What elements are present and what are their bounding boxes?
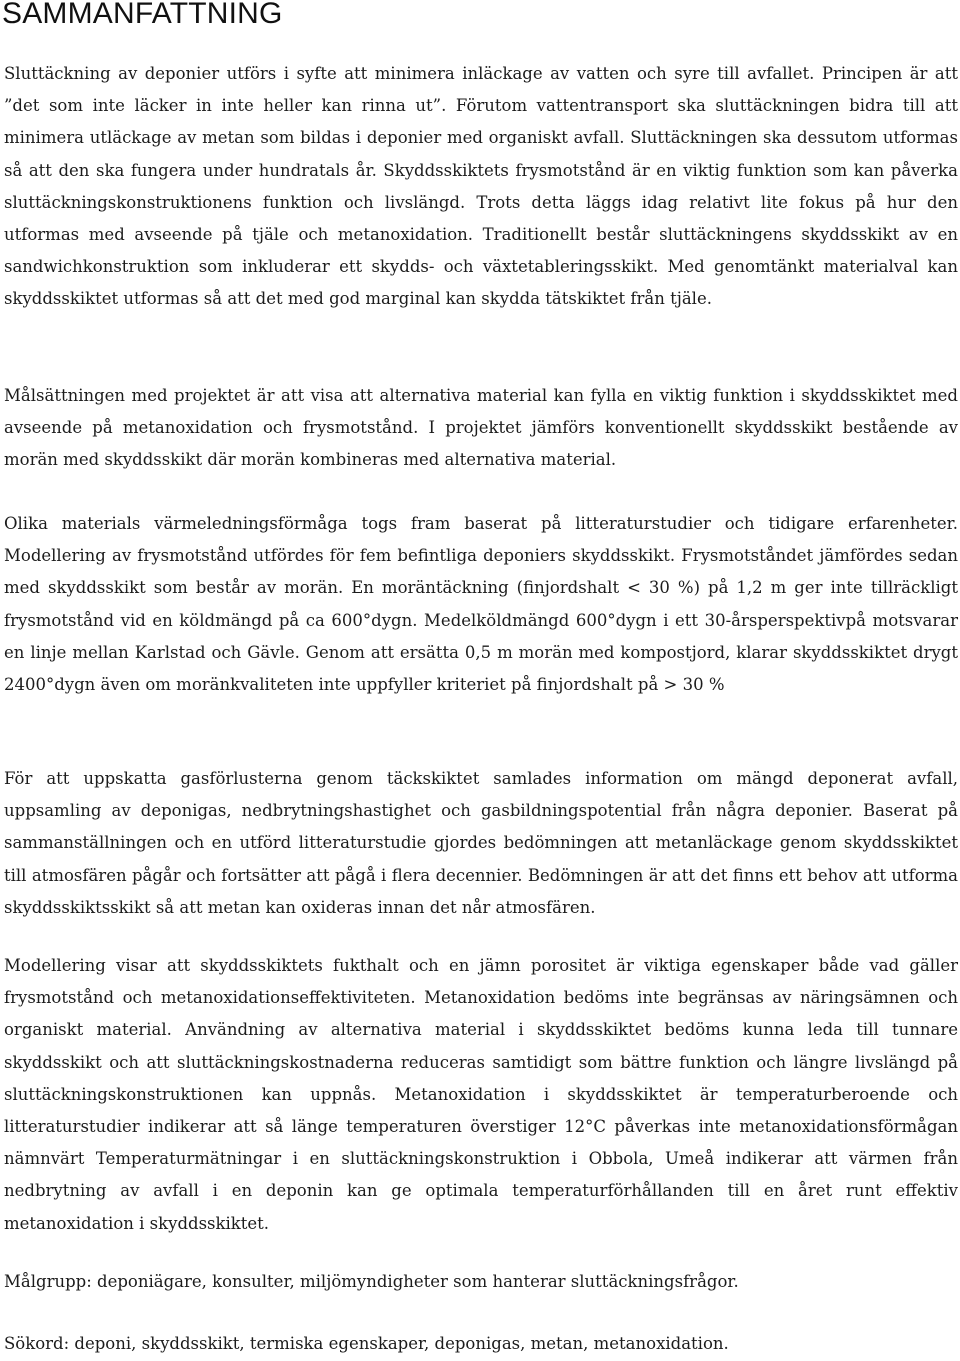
paragraph-modelling: Modellering visar att skyddsskiktets fukthalt och en jämn porositet är viktiga egenskaper både vad gäller frysmotstånd och metanoxidationseffektiviteten. Metanoxidation bedöms inte begränsas av näringsämnen och organiskt material. Användning av alternativa material i skyddsskiktet bedöms kunna leda till tunnare skyddsskikt och att sluttäckningskostnaderna reduceras samtidigt som bättre funktion och längre livslängd på sluttäckningskonstruktionen kan uppnås. Metanoxidation i skyddsskiktet är temperaturberoende och litteraturstudier indikerar att så länge temperaturen överstiger 12°C påverkas inte metanoxidationsförmågan nämnvärt Temperaturmätningar i en sluttäckningskonstruktion i Obbola, Umeå indikerar att värmen från nedbrytning av avfall i en deponin kan ge optimala temperaturförhållanden till en året runt effektiv metanoxidation i skyddsskiktet.: [4, 956, 958, 1233]
section-heading: SAMMANFATTNING: [2, 0, 283, 30]
paragraph-gas-losses: För att uppskatta gasförlusterna genom täckskiktet samlades information om mängd deponerat avfall, uppsamling av deponigas, nedbrytningshastighet och gasbildningspotential från några deponier. Baserat på sammanställningen och en utförd litteraturstudie gjordes bedömningen att metanläckage genom skyddsskiktet till atmosfären pågår och fortsätter att pågå i flera decennier. Bedömningen är att det finns ett behov att utforma skyddsskiktsskikt så att metan kan oxideras innan det når atmosfären.: [4, 769, 958, 917]
paragraph-background: Sluttäckning av deponier utförs i syfte att minimera inläckage av vatten och syre till avfallet. Principen är att ”det som inte läcker in inte heller kan rinna ut”. Förutom vattentransport ska sluttäckningen bidra till att minimera utläckage av metan som bildas i deponier med organiskt avfall. Sluttäckningen ska dessutom utformas så att den ska fungera under hundratals år. Skyddsskiktets frysmotstånd är en viktig funktion som kan påverka sluttäckningskonstruktionens funktion och livslängd. Trots detta läggs idag relativt lite fokus på hur den utformas med avseende på tjäle och metanoxidation. Traditionellt består sluttäckningens skyddsskikt av en sandwichkonstruktion som inkluderar ett skydds- och växtetableringsskikt. Med genomtänkt materialval kan skyddsskiktet utformas så att det med god marginal kan skydda tätskiktet från tjäle.: [4, 64, 958, 309]
paragraph-keywords: Sökord: deponi, skyddsskikt, termiska egenskaper, deponigas, metan, metanoxidation.: [4, 1334, 729, 1353]
paragraph-target-group: Målgrupp: deponiägare, konsulter, miljömyndigheter som hanterar sluttäckningsfrågor.: [4, 1272, 739, 1291]
paragraph-frost-resistance: Olika materials värmeledningsförmåga togs fram baserat på litteraturstudier och tidigare erfarenheter. Modellering av frysmotstånd utfördes för fem befintliga deponiers skyddsskikt. Frysmotståndet jämfördes sedan med skyddsskikt som består av morän. En moräntäckning (finjordshalt < 30 %) på 1,2 m ger inte tillräckligt frysmotstånd vid en köldmängd på ca 600°dygn. Medelköldmängd 600°dygn i ett 30-årsperspektivpå motsvarar en linje mellan Karlstad och Gävle. Genom att ersätta 0,5 m morän med kompostjord, klarar skyddsskiktet drygt 2400°dygn även om moränkvaliteten inte uppfyller kriteriet på finjordshalt på > 30 %: [4, 514, 958, 695]
paragraph-objective: Målsättningen med projektet är att visa att alternativa material kan fylla en viktig funktion i skyddsskiktet med avseende på metanoxidation och frysmotstånd. I projektet jämförs konventionellt skyddsskikt bestående av morän med skyddsskikt där morän kombineras med alternativa material.: [4, 386, 958, 470]
